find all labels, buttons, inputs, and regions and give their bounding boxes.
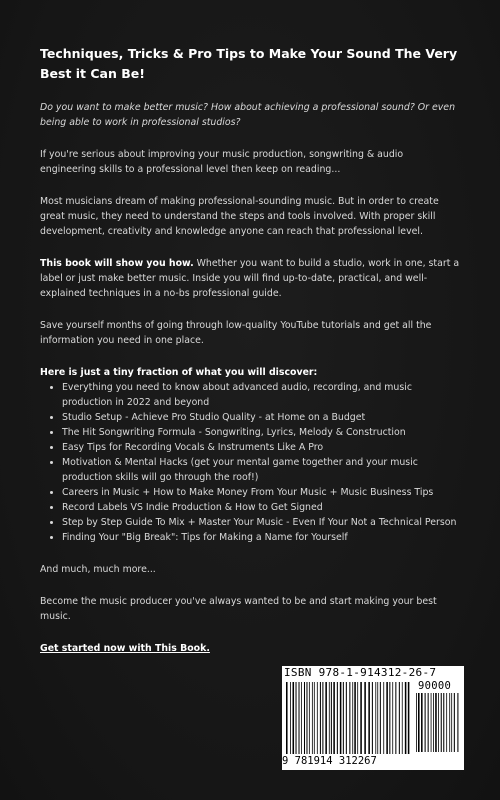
list-item: • Studio Setup - Achieve Pro Studio Quality - at Home on a Budget (62, 410, 462, 425)
price-code: 90000 (418, 680, 452, 692)
list-item: • The Hit Songwriting Formula - Songwriting, Lyrics, Melody & Construction (62, 425, 462, 440)
paragraph-save-months: Save yourself months of going through low-quality YouTube tutorials and get all the information you need in one place. (40, 320, 432, 346)
list-item: • Step by Step Guide To Mix + Master Your Music - Even If Your Not a Technical Person (62, 515, 462, 530)
barcode-digits: 9 781914 312267 (282, 755, 377, 767)
list-item: • Everything you need to know about advanced audio, recording, and music production in 2022 and beyond (62, 380, 462, 410)
discover-list (40, 380, 462, 545)
list-item: • Record Labels VS Indie Production & How to Get Signed (62, 500, 462, 515)
paragraph-become-producer: Become the music producer you've always wanted to be and start making your best music. (40, 596, 437, 622)
barcode-bars-icon (286, 682, 410, 754)
isbn-barcode (282, 666, 464, 770)
blurb (40, 44, 462, 656)
paragraph-serious: If you're serious about improving your music production, songwriting & audio engineering skills to a professional level then keep on reading... (40, 149, 404, 175)
list-item: • Motivation & Mental Hacks (get your mental game together and your music production skills will go through the roof!) (62, 455, 462, 485)
discover-list-title: Here is just a tiny fraction of what you will discover: (40, 367, 318, 378)
list-item: • Finding Your "Big Break": Tips for Making a Name for Yourself (62, 530, 462, 545)
show-you-how-lead: This book will show you how. (40, 258, 194, 269)
list-item: • Careers in Music + How to Make Money From Your Music + Music Business Tips (62, 485, 462, 500)
paragraph-musicians-dream: Most musicians dream of making professional-sounding music. But in order to create great music, they need to understand the steps and tools involved. With proper skill development, creativity and knowledge anyone can reach that professional level. (40, 196, 439, 237)
paragraph-much-more: And much, much more... (40, 564, 156, 575)
headline: Techniques, Tricks & Pro Tips to Make Your Sound The Very Best it Can Be! (40, 46, 458, 81)
paragraph-show-you-how (40, 256, 462, 301)
price-barcode-bars-icon (416, 693, 460, 752)
isbn-number: ISBN 978-1-914312-26-7 (284, 666, 437, 679)
call-to-action: Get started now with This Book. (40, 643, 210, 654)
intro-question: Do you want to make better music? How about achieving a professional sound? Or even being able to work in professional studios? (40, 102, 456, 128)
show-you-how-rest: Whether you want to build a studio, work in one, start a label or just make better music. Inside you will find up-to-date, practical, and well-explained techniques in a no-bs professional guide. (40, 258, 460, 299)
list-item: • Easy Tips for Recording Vocals & Instruments Like A Pro (62, 440, 462, 455)
